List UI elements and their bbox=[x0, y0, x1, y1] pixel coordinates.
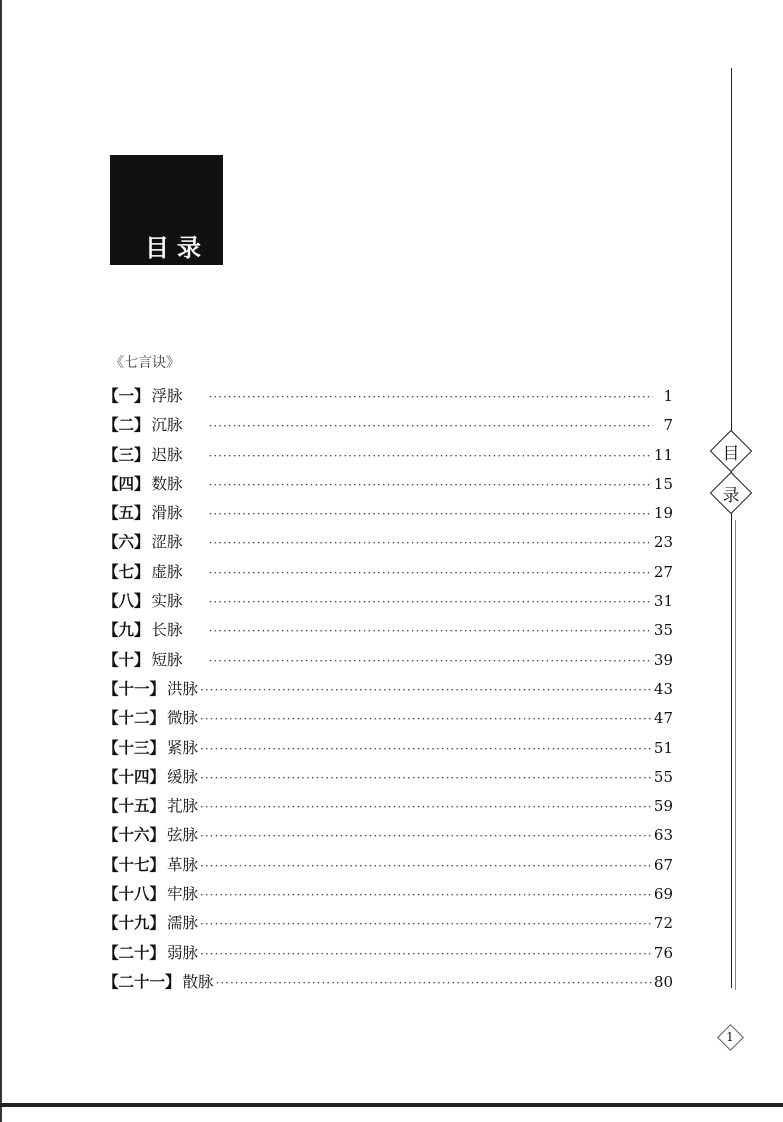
toc-entry-title: 数脉 bbox=[151, 474, 183, 493]
toc-entry-page: 72 bbox=[653, 914, 673, 933]
toc-entry[interactable] bbox=[103, 560, 673, 589]
margin-rule-secondary bbox=[735, 520, 736, 990]
toc-entry-title: 实脉 bbox=[151, 592, 183, 611]
table-of-contents bbox=[103, 384, 673, 999]
toc-entry[interactable] bbox=[103, 853, 673, 882]
leader-dots bbox=[209, 624, 652, 638]
toc-entry-page: 55 bbox=[653, 767, 673, 786]
side-tab-char-2: 录 bbox=[722, 486, 740, 506]
leader-dots bbox=[209, 595, 652, 609]
toc-entry-number: 【八】 bbox=[103, 591, 150, 611]
toc-entry-number: 【十三】 bbox=[103, 737, 166, 757]
toc-entry-title: 弦脉 bbox=[167, 826, 199, 845]
toc-entry-page: 47 bbox=[653, 709, 673, 728]
toc-entry-title: 短脉 bbox=[151, 650, 183, 669]
leader-dots bbox=[209, 566, 652, 580]
toc-entry-title: 革脉 bbox=[167, 855, 199, 874]
toc-entry-page: 63 bbox=[653, 826, 673, 845]
leader-dots bbox=[200, 829, 652, 843]
toc-entry-title: 濡脉 bbox=[167, 914, 199, 933]
leader-dots bbox=[200, 712, 652, 726]
page-number: 1 bbox=[726, 1030, 734, 1044]
toc-entry-title: 牢脉 bbox=[167, 885, 199, 904]
toc-entry-page: 59 bbox=[653, 797, 673, 816]
toc-entry[interactable] bbox=[103, 472, 673, 501]
toc-entry-number: 【二】 bbox=[103, 415, 150, 435]
toc-entry-page: 27 bbox=[653, 562, 673, 581]
toc-entry[interactable] bbox=[103, 618, 673, 647]
toc-entry-number: 【四】 bbox=[103, 473, 150, 493]
leader-dots bbox=[200, 742, 652, 756]
toc-entry-number: 【五】 bbox=[103, 503, 150, 523]
toc-entry[interactable] bbox=[103, 706, 673, 735]
leader-dots bbox=[209, 419, 653, 433]
toc-entry-title: 弱脉 bbox=[167, 943, 199, 962]
toc-entry-page: 11 bbox=[653, 445, 673, 464]
toc-entry-number: 【十四】 bbox=[103, 766, 166, 786]
leader-dots bbox=[209, 390, 653, 404]
toc-entry-number: 【二十】 bbox=[103, 942, 166, 962]
toc-entry[interactable] bbox=[103, 823, 673, 852]
toc-entry-number: 【十六】 bbox=[103, 825, 166, 845]
toc-entry[interactable] bbox=[103, 443, 673, 472]
leader-dots bbox=[209, 654, 652, 668]
toc-entry[interactable] bbox=[103, 501, 673, 530]
toc-entry-page: 31 bbox=[653, 592, 673, 611]
toc-entry-title: 滑脉 bbox=[151, 504, 183, 523]
toc-entry-page: 19 bbox=[653, 504, 673, 523]
leader-dots bbox=[216, 976, 652, 990]
leader-dots bbox=[200, 771, 652, 785]
toc-entry-title: 沉脉 bbox=[151, 416, 183, 435]
toc-entry-page: 35 bbox=[653, 621, 673, 640]
leader-dots bbox=[209, 449, 652, 463]
toc-entry-number: 【十一】 bbox=[103, 678, 166, 698]
toc-entry[interactable] bbox=[103, 530, 673, 559]
toc-entry-title: 芤脉 bbox=[167, 797, 199, 816]
toc-entry-title: 浮脉 bbox=[151, 387, 183, 405]
toc-entry[interactable] bbox=[103, 384, 673, 413]
toc-entry-number: 【七】 bbox=[103, 561, 150, 581]
toc-entry-page: 39 bbox=[653, 650, 673, 669]
leader-dots bbox=[200, 683, 652, 697]
toc-entry-title: 紧脉 bbox=[167, 738, 199, 757]
toc-entry[interactable] bbox=[103, 648, 673, 677]
toc-entry-number: 【一】 bbox=[103, 386, 150, 405]
toc-entry-number: 【三】 bbox=[103, 444, 150, 464]
toc-entry[interactable] bbox=[103, 970, 673, 999]
toc-entry-page: 15 bbox=[653, 474, 673, 493]
toc-entry-title: 缓脉 bbox=[167, 767, 199, 786]
toc-entry-title: 散脉 bbox=[182, 972, 214, 991]
toc-entry[interactable] bbox=[103, 677, 673, 706]
toc-entry-number: 【十七】 bbox=[103, 854, 166, 874]
page-title: 目录 bbox=[145, 234, 209, 262]
toc-entry-page: 23 bbox=[653, 533, 673, 552]
toc-entry-page: 76 bbox=[653, 943, 673, 962]
toc-entry-page: 69 bbox=[653, 885, 673, 904]
toc-entry-number: 【九】 bbox=[103, 620, 150, 640]
toc-entry[interactable] bbox=[103, 589, 673, 618]
toc-entry-number: 【十九】 bbox=[103, 913, 166, 933]
toc-entry[interactable] bbox=[103, 413, 673, 442]
section-title: 《七言诀》 bbox=[110, 355, 180, 371]
leader-dots bbox=[200, 947, 652, 961]
toc-entry-number: 【十二】 bbox=[103, 708, 166, 728]
toc-entry-title: 虚脉 bbox=[151, 562, 183, 581]
leader-dots bbox=[200, 917, 652, 931]
leader-dots bbox=[209, 507, 652, 521]
toc-entry-title: 洪脉 bbox=[167, 679, 199, 698]
leader-dots bbox=[209, 478, 652, 492]
toc-entry-number: 【十八】 bbox=[103, 884, 166, 904]
toc-entry-page: 67 bbox=[653, 855, 673, 874]
toc-entry[interactable] bbox=[103, 941, 673, 970]
leader-dots bbox=[200, 888, 652, 902]
toc-entry-page: 51 bbox=[653, 738, 673, 757]
toc-entry[interactable] bbox=[103, 794, 673, 823]
toc-entry-title: 微脉 bbox=[167, 709, 199, 728]
margin-rule bbox=[731, 68, 732, 988]
toc-entry-number: 【十】 bbox=[103, 649, 150, 669]
toc-entry-page: 80 bbox=[653, 972, 673, 991]
toc-entry[interactable] bbox=[103, 882, 673, 911]
toc-entry-number: 【二十一】 bbox=[103, 971, 181, 991]
toc-entry-page: 43 bbox=[653, 679, 673, 698]
side-tab-char-1: 目 bbox=[722, 444, 740, 464]
leader-dots bbox=[200, 859, 652, 873]
toc-entry[interactable] bbox=[103, 736, 673, 765]
page-left-edge bbox=[0, 0, 2, 1122]
toc-entry[interactable] bbox=[103, 765, 673, 794]
toc-entry-number: 【六】 bbox=[103, 532, 150, 552]
leader-dots bbox=[209, 536, 652, 550]
toc-entry[interactable] bbox=[103, 911, 673, 940]
toc-entry-page: 7 bbox=[663, 416, 673, 435]
page-bottom-edge bbox=[0, 1103, 783, 1107]
toc-entry-title: 迟脉 bbox=[151, 445, 183, 464]
toc-entry-number: 【十五】 bbox=[103, 796, 166, 816]
toc-entry-page: 1 bbox=[663, 387, 673, 405]
leader-dots bbox=[200, 800, 652, 814]
toc-entry-title: 涩脉 bbox=[151, 533, 183, 552]
toc-entry-title: 长脉 bbox=[151, 621, 183, 640]
